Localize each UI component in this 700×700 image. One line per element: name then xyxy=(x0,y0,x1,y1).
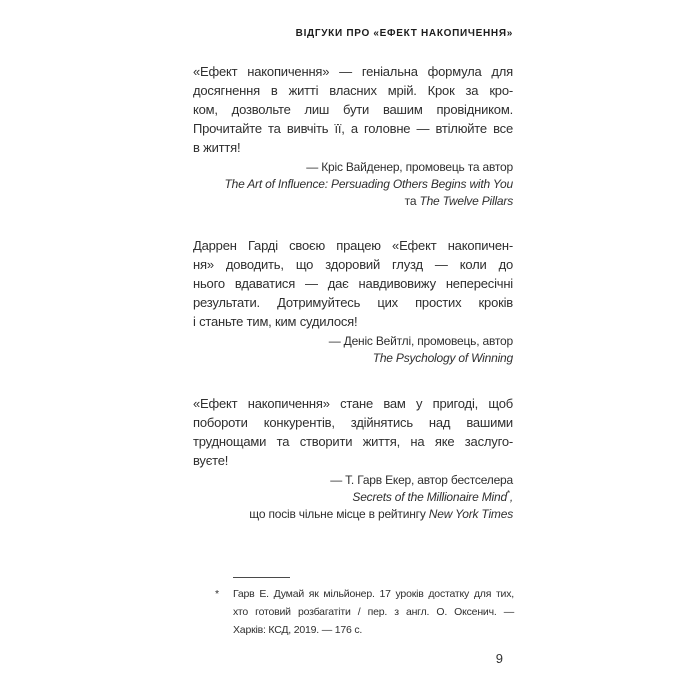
paragraph-line: Даррен Гарді своєю працею «Ефект накопичен- xyxy=(193,238,513,253)
attribution-line xyxy=(193,333,513,350)
attribution xyxy=(193,472,513,523)
attribution-title: , xyxy=(509,490,513,504)
paragraph-line: нього вдаватися — дає навдивовижу непересічні xyxy=(193,276,513,291)
attribution-text: що посів чільне місце в рейтингу xyxy=(249,507,429,521)
attribution-line xyxy=(193,350,513,367)
paragraph-line: в життя! xyxy=(193,140,241,155)
paragraph-line: ня» доводить, що здоровий глузд — коли до xyxy=(193,257,513,272)
testimonial xyxy=(193,394,513,523)
footnote-marker: * xyxy=(215,588,219,600)
paragraph-line: побороти конкурентів, здійнятись над вашими xyxy=(193,415,513,430)
paragraph-line: труднощами та створити життя, на яке заслуго- xyxy=(193,434,513,449)
attribution xyxy=(193,333,513,367)
attribution-line xyxy=(193,472,513,489)
paragraph-line: досягнення в житті власних мрій. Крок за кро- xyxy=(193,83,513,98)
footnote-reference-mark: * xyxy=(506,489,510,498)
footnote-divider xyxy=(233,577,290,578)
attribution-title: The Art of Influence: Persuading Others Begins with You xyxy=(224,177,513,191)
footnote-text xyxy=(233,585,514,639)
attribution-text: та xyxy=(404,194,420,208)
page-number: 9 xyxy=(495,651,503,666)
paragraph-line: Прочитайте та вивчіть її, а головне — втілюйте все xyxy=(193,121,513,136)
attribution-text: — Кріс Вайденер, промовець та автор xyxy=(306,160,513,174)
paragraph-line: ком, дозвольте лиш бути вашим провідником. xyxy=(193,102,513,117)
paragraph-line: «Ефект накопичення» стане вам у пригоді, щоб xyxy=(193,396,513,411)
attribution-line xyxy=(193,193,513,210)
paragraph-line: «Ефект накопичення» — геніальна формула для xyxy=(193,64,513,79)
footnote-line: Харків: КСД, 2019. — 176 с. xyxy=(233,624,363,636)
attribution-title: The Psychology of Winning xyxy=(372,351,513,365)
attribution-text: — Деніс Вейтлі, промовець, автор xyxy=(328,334,513,348)
footnote-line: хто готовий розбагатіти / пер. з англ. О. Оксенич. — xyxy=(233,606,514,618)
attribution xyxy=(193,159,513,210)
testimonial xyxy=(193,62,513,210)
testimonial-paragraph xyxy=(193,394,513,470)
attribution-title: New York Times xyxy=(428,507,513,521)
attribution-line xyxy=(193,489,513,506)
paragraph-line: і станьте тим, ким судилося! xyxy=(193,314,358,329)
paragraph-line: вуєте! xyxy=(193,453,229,468)
footnote-line: Гарв Е. Думай як мільйонер. 17 уроків достатку для тих, xyxy=(233,588,514,600)
attribution-line xyxy=(193,176,513,193)
paragraph-line: результати. Дотримуйтесь цих простих кроків xyxy=(193,295,513,310)
testimonial-paragraph xyxy=(193,62,513,157)
attribution-text: — Т. Гарв Екер, автор бестселера xyxy=(330,473,513,487)
testimonial xyxy=(193,236,513,367)
footnote xyxy=(215,577,514,639)
running-header: ВІДГУКИ ПРО «ЕФЕКТ НАКОПИЧЕННЯ» xyxy=(295,28,513,39)
attribution-line xyxy=(193,159,513,176)
attribution-title: Secrets of the Millionaire Mind xyxy=(352,490,507,504)
attribution-title: The Twelve Pillars xyxy=(419,194,513,208)
attribution-line xyxy=(193,506,513,523)
testimonial-paragraph xyxy=(193,236,513,331)
